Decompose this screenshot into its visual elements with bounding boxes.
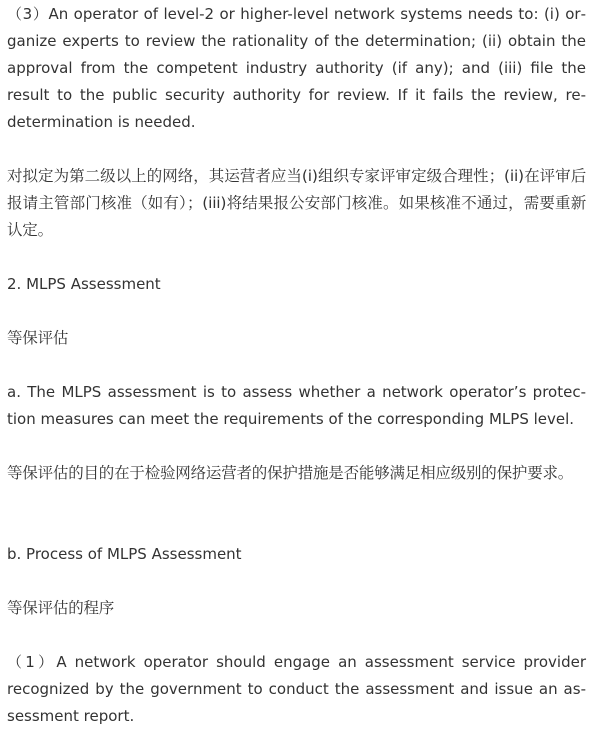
section-heading-mlps-assessment: 2. MLPS Assessment bbox=[7, 275, 161, 293]
paragraph-assessment-purpose-zh: 等保评估的目的在于检验网络运营者的保护措施是否能够满足相应级别的保护要求。 bbox=[7, 464, 574, 482]
paragraph-operator-obligations-en: （3）An operator of level-2 or higher-level network systems needs to: (i) organize experts to review the rationality of the determination; (ii) obtain the approval from the competent industry authority (if any); and (iii) file the result to the public security authority for review. If it fails the review, re-determination is needed. bbox=[7, 5, 586, 131]
paragraph-assessment-purpose-en: a. The MLPS assessment is to assess whether a network operator’s protection measures can meet the requirements of the corresponding MLPS level. bbox=[7, 383, 586, 428]
paragraph-engage-provider-en: （1）A network operator should engage an assessment service provider recognized by the government to conduct the assessment and issue an assessment report. bbox=[7, 653, 586, 725]
subsection-heading-process-zh: 等保评估的程序 bbox=[7, 599, 115, 617]
section-heading-mlps-assessment-zh: 等保评估 bbox=[7, 329, 69, 347]
paragraph-operator-obligations-zh: 对拟定为第二级以上的网络，其运营者应当(i)组织专家评审定级合理性；(ii)在评审后报请主管部门核准（如有）；(iii)将结果报公安部门核准。如果核准不通过，需要重新认定。 bbox=[7, 167, 586, 239]
subsection-heading-process: b. Process of MLPS Assessment bbox=[7, 545, 242, 563]
